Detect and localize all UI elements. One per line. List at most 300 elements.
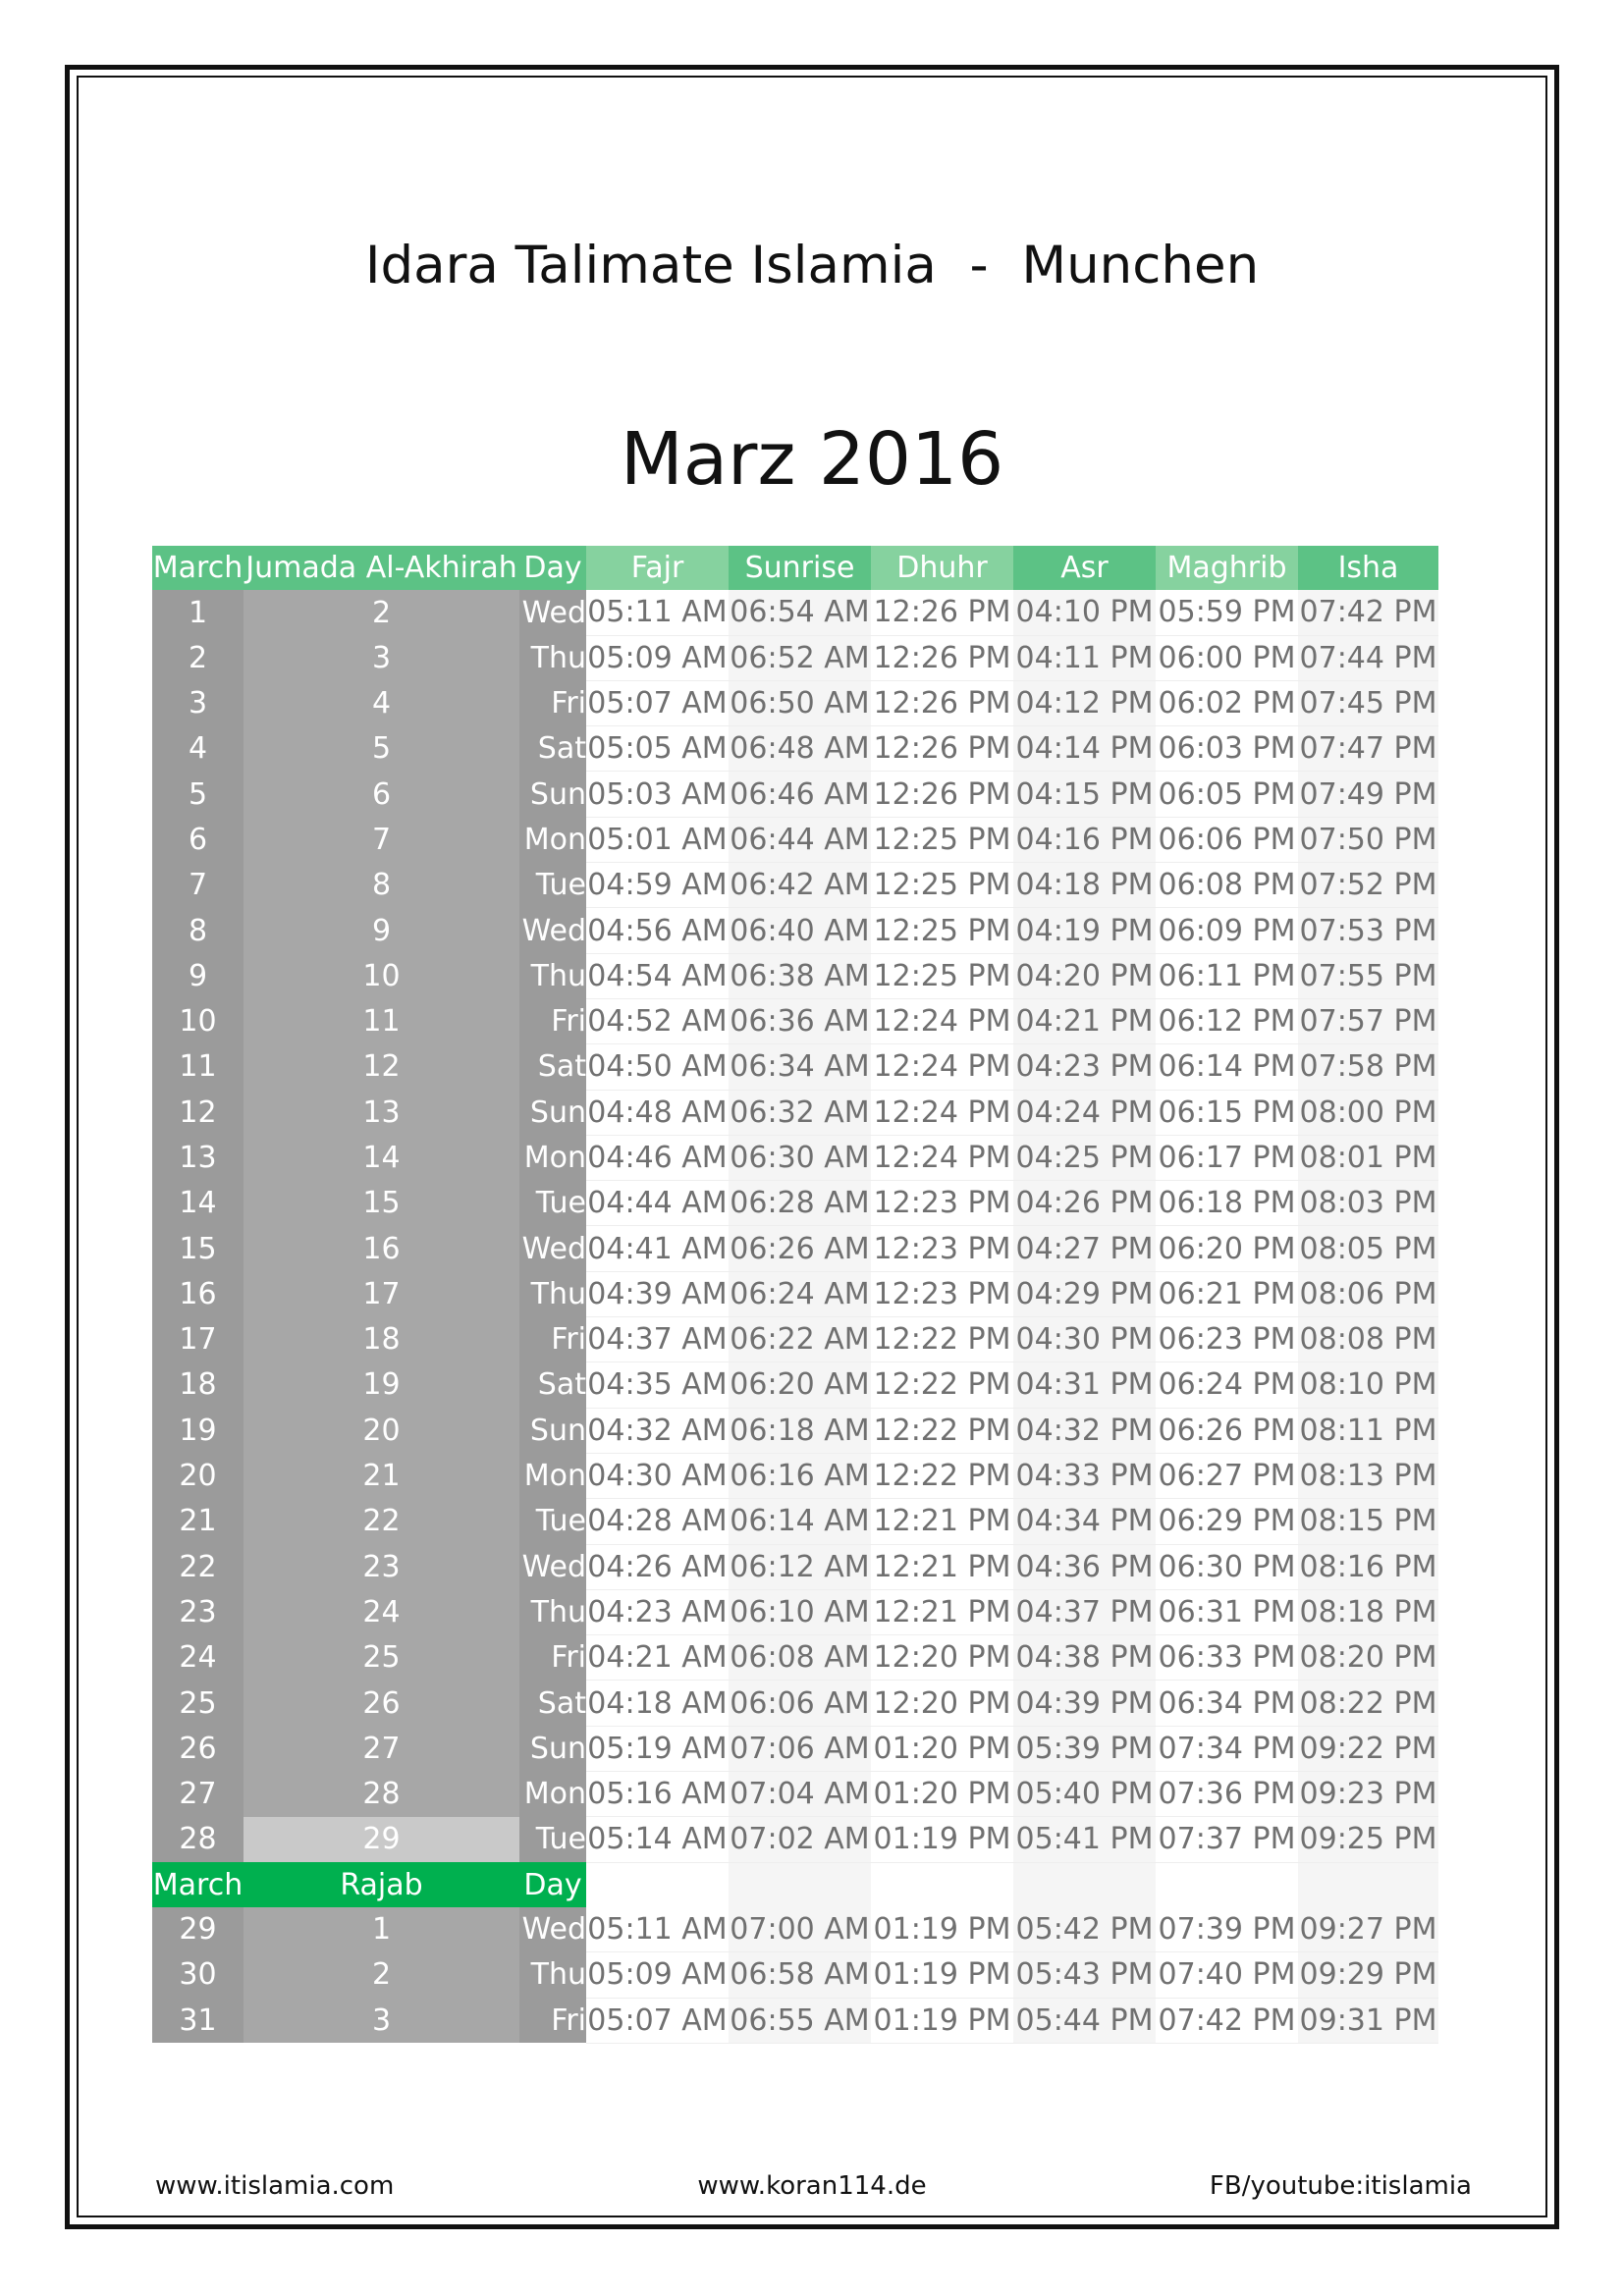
isha-time-cell: 08:00 PM — [1298, 1090, 1438, 1135]
header-dhuhr: Dhuhr — [871, 546, 1013, 590]
maghrib-time-cell: 06:18 PM — [1156, 1181, 1298, 1226]
date-cell: 19 — [152, 1408, 244, 1453]
weekday-cell: Fri — [519, 1317, 586, 1362]
dhuhr-time-cell: 01:20 PM — [871, 1726, 1013, 1771]
isha-time-cell: 07:45 PM — [1298, 680, 1438, 725]
fajr-time-cell: 04:52 AM — [586, 998, 729, 1043]
isha-time-cell: 07:50 PM — [1298, 817, 1438, 862]
asr-time-cell: 05:44 PM — [1013, 1998, 1156, 2043]
asr-time-cell: 04:12 PM — [1013, 680, 1156, 725]
dhuhr-time-cell: 12:26 PM — [871, 635, 1013, 680]
asr-time-cell: 04:36 PM — [1013, 1544, 1156, 1589]
sunrise-time-cell: 06:34 AM — [729, 1044, 871, 1090]
maghrib-time-cell: 05:59 PM — [1156, 590, 1298, 635]
asr-time-cell: 04:20 PM — [1013, 953, 1156, 998]
table-row — [152, 1181, 1438, 1226]
isha-time-cell: 09:31 PM — [1298, 1998, 1438, 2043]
fajr-time-cell: 04:41 AM — [586, 1226, 729, 1271]
table-row — [152, 1499, 1438, 1544]
date-cell: 16 — [152, 1271, 244, 1316]
isha-time-cell: 07:53 PM — [1298, 908, 1438, 953]
table-row — [152, 1044, 1438, 1090]
table-row — [152, 1681, 1438, 1726]
fajr-time-cell: 05:11 AM — [586, 1907, 729, 1952]
sunrise-time-cell: 06:06 AM — [729, 1681, 871, 1726]
dhuhr-time-cell: 12:25 PM — [871, 863, 1013, 908]
maghrib-time-cell: 07:40 PM — [1156, 1952, 1298, 1998]
table-row — [152, 1544, 1438, 1589]
maghrib-time-cell: 07:42 PM — [1156, 1998, 1298, 2043]
date-cell: 26 — [152, 1726, 244, 1771]
weekday-cell: Wed — [519, 1226, 586, 1271]
asr-time-cell: 04:34 PM — [1013, 1499, 1156, 1544]
asr-time-cell: 04:26 PM — [1013, 1181, 1156, 1226]
maghrib-time-cell: 06:05 PM — [1156, 772, 1298, 817]
fajr-time-cell: 05:03 AM — [586, 772, 729, 817]
hijri-date-cell: 14 — [244, 1135, 519, 1180]
sunrise-time-cell: 06:52 AM — [729, 635, 871, 680]
maghrib-time-cell: 06:24 PM — [1156, 1362, 1298, 1408]
table-row — [152, 863, 1438, 908]
table-row — [152, 1226, 1438, 1271]
footer-website: www.itislamia.com — [155, 2171, 395, 2201]
asr-time-cell: 04:23 PM — [1013, 1044, 1156, 1090]
maghrib-time-cell: 06:08 PM — [1156, 863, 1298, 908]
hijri-date-cell: 9 — [244, 908, 519, 953]
hijri-date-cell: 17 — [244, 1271, 519, 1316]
weekday-cell: Tue — [519, 863, 586, 908]
table-body-rajab — [152, 1907, 1438, 2043]
weekday-cell: Thu — [519, 953, 586, 998]
fajr-time-cell: 04:26 AM — [586, 1544, 729, 1589]
dhuhr-time-cell: 01:19 PM — [871, 1998, 1013, 2043]
date-cell: 25 — [152, 1681, 244, 1726]
weekday-cell: Tue — [519, 1817, 586, 1862]
table-row — [152, 1271, 1438, 1316]
isha-time-cell: 07:57 PM — [1298, 998, 1438, 1043]
asr-time-cell: 04:21 PM — [1013, 998, 1156, 1043]
maghrib-time-cell: 06:00 PM — [1156, 635, 1298, 680]
hijri-date-cell: 2 — [244, 1952, 519, 1998]
header-isha: Isha — [1298, 546, 1438, 590]
date-cell: 14 — [152, 1181, 244, 1226]
date-cell: 12 — [152, 1090, 244, 1135]
header-sunrise: Sunrise — [729, 546, 871, 590]
dhuhr-time-cell: 12:20 PM — [871, 1681, 1013, 1726]
fajr-time-cell: 04:35 AM — [586, 1362, 729, 1408]
weekday-cell: Mon — [519, 817, 586, 862]
table-subheader-row — [152, 1862, 1438, 1907]
subheader-day: Day — [519, 1862, 586, 1907]
asr-time-cell: 04:16 PM — [1013, 817, 1156, 862]
fajr-time-cell: 05:09 AM — [586, 635, 729, 680]
date-cell: 23 — [152, 1589, 244, 1634]
hijri-date-cell: 3 — [244, 635, 519, 680]
maghrib-time-cell: 06:31 PM — [1156, 1589, 1298, 1634]
hijri-date-cell: 18 — [244, 1317, 519, 1362]
table-row — [152, 635, 1438, 680]
subheader-blank — [586, 1862, 729, 1907]
hijri-date-cell: 23 — [244, 1544, 519, 1589]
date-cell: 1 — [152, 590, 244, 635]
table-row — [152, 817, 1438, 862]
asr-time-cell: 04:32 PM — [1013, 1408, 1156, 1453]
weekday-cell: Sun — [519, 1090, 586, 1135]
sunrise-time-cell: 06:14 AM — [729, 1499, 871, 1544]
fajr-time-cell: 04:56 AM — [586, 908, 729, 953]
table-row — [152, 908, 1438, 953]
hijri-date-cell: 29 — [244, 1817, 519, 1862]
weekday-cell: Sat — [519, 1044, 586, 1090]
sunrise-time-cell: 06:26 AM — [729, 1226, 871, 1271]
dhuhr-time-cell: 12:22 PM — [871, 1362, 1013, 1408]
weekday-cell: Sun — [519, 1408, 586, 1453]
table-row — [152, 1952, 1438, 1998]
date-cell: 11 — [152, 1044, 244, 1090]
table-row — [152, 1589, 1438, 1634]
isha-time-cell: 07:55 PM — [1298, 953, 1438, 998]
weekday-cell: Thu — [519, 1952, 586, 1998]
weekday-cell: Wed — [519, 590, 586, 635]
asr-time-cell: 04:25 PM — [1013, 1135, 1156, 1180]
header-hijri-month: Jumada Al-Akhirah — [244, 546, 519, 590]
sunrise-time-cell: 06:20 AM — [729, 1362, 871, 1408]
asr-time-cell: 04:37 PM — [1013, 1589, 1156, 1634]
maghrib-time-cell: 06:11 PM — [1156, 953, 1298, 998]
hijri-date-cell: 27 — [244, 1726, 519, 1771]
dhuhr-time-cell: 12:26 PM — [871, 680, 1013, 725]
dhuhr-time-cell: 01:19 PM — [871, 1907, 1013, 1952]
maghrib-time-cell: 06:33 PM — [1156, 1635, 1298, 1681]
weekday-cell: Thu — [519, 1271, 586, 1316]
asr-time-cell: 04:27 PM — [1013, 1226, 1156, 1271]
dhuhr-time-cell: 12:26 PM — [871, 590, 1013, 635]
weekday-cell: Wed — [519, 1544, 586, 1589]
hijri-date-cell: 16 — [244, 1226, 519, 1271]
asr-time-cell: 05:40 PM — [1013, 1772, 1156, 1817]
maghrib-time-cell: 06:27 PM — [1156, 1453, 1298, 1498]
isha-time-cell: 09:29 PM — [1298, 1952, 1438, 1998]
date-cell: 24 — [152, 1635, 244, 1681]
maghrib-time-cell: 06:34 PM — [1156, 1681, 1298, 1726]
weekday-cell: Sat — [519, 726, 586, 772]
date-cell: 31 — [152, 1998, 244, 2043]
table-row — [152, 1090, 1438, 1135]
isha-time-cell: 07:44 PM — [1298, 635, 1438, 680]
asr-time-cell: 05:39 PM — [1013, 1726, 1156, 1771]
table-row — [152, 1998, 1438, 2043]
asr-time-cell: 04:18 PM — [1013, 863, 1156, 908]
maghrib-time-cell: 06:30 PM — [1156, 1544, 1298, 1589]
maghrib-time-cell: 06:12 PM — [1156, 998, 1298, 1043]
dhuhr-time-cell: 12:25 PM — [871, 817, 1013, 862]
isha-time-cell: 09:22 PM — [1298, 1726, 1438, 1771]
dhuhr-time-cell: 12:21 PM — [871, 1544, 1013, 1589]
sunrise-time-cell: 06:18 AM — [729, 1408, 871, 1453]
sunrise-time-cell: 06:38 AM — [729, 953, 871, 998]
dhuhr-time-cell: 01:19 PM — [871, 1817, 1013, 1862]
dhuhr-time-cell: 12:23 PM — [871, 1271, 1013, 1316]
hijri-date-cell: 7 — [244, 817, 519, 862]
hijri-date-cell: 10 — [244, 953, 519, 998]
month-title: Marz 2016 — [620, 417, 1004, 502]
sunrise-time-cell: 06:48 AM — [729, 726, 871, 772]
fajr-time-cell: 04:30 AM — [586, 1453, 729, 1498]
table-row — [152, 1408, 1438, 1453]
hijri-date-cell: 2 — [244, 590, 519, 635]
weekday-cell: Thu — [519, 1589, 586, 1634]
asr-time-cell: 04:29 PM — [1013, 1271, 1156, 1316]
sunrise-time-cell: 06:08 AM — [729, 1635, 871, 1681]
maghrib-time-cell: 06:20 PM — [1156, 1226, 1298, 1271]
dhuhr-time-cell: 12:22 PM — [871, 1317, 1013, 1362]
sunrise-time-cell: 07:02 AM — [729, 1817, 871, 1862]
table-header-row — [152, 546, 1438, 590]
maghrib-time-cell: 06:02 PM — [1156, 680, 1298, 725]
dhuhr-time-cell: 12:25 PM — [871, 953, 1013, 998]
fajr-time-cell: 04:59 AM — [586, 863, 729, 908]
sunrise-time-cell: 06:58 AM — [729, 1952, 871, 1998]
weekday-cell: Tue — [519, 1499, 586, 1544]
weekday-cell: Sat — [519, 1681, 586, 1726]
isha-time-cell: 07:47 PM — [1298, 726, 1438, 772]
fajr-time-cell: 05:05 AM — [586, 726, 729, 772]
table-row — [152, 590, 1438, 635]
subheader-blank — [729, 1862, 871, 1907]
date-cell: 27 — [152, 1772, 244, 1817]
hijri-date-cell: 21 — [244, 1453, 519, 1498]
maghrib-time-cell: 06:06 PM — [1156, 817, 1298, 862]
asr-time-cell: 04:33 PM — [1013, 1453, 1156, 1498]
isha-time-cell: 08:11 PM — [1298, 1408, 1438, 1453]
table-row — [152, 1772, 1438, 1817]
header-asr: Asr — [1013, 546, 1156, 590]
table-row — [152, 772, 1438, 817]
maghrib-time-cell: 06:14 PM — [1156, 1044, 1298, 1090]
hijri-date-cell: 26 — [244, 1681, 519, 1726]
date-cell: 2 — [152, 635, 244, 680]
isha-time-cell: 07:42 PM — [1298, 590, 1438, 635]
maghrib-time-cell: 06:23 PM — [1156, 1317, 1298, 1362]
table-row — [152, 1726, 1438, 1771]
isha-time-cell: 08:18 PM — [1298, 1589, 1438, 1634]
fajr-time-cell: 04:37 AM — [586, 1317, 729, 1362]
table-row — [152, 1817, 1438, 1862]
date-cell: 28 — [152, 1817, 244, 1862]
fajr-time-cell: 05:09 AM — [586, 1952, 729, 1998]
sunrise-time-cell: 06:22 AM — [729, 1317, 871, 1362]
hijri-date-cell: 1 — [244, 1907, 519, 1952]
fajr-time-cell: 04:54 AM — [586, 953, 729, 998]
isha-time-cell: 09:27 PM — [1298, 1907, 1438, 1952]
table-row — [152, 1135, 1438, 1180]
dhuhr-time-cell: 12:21 PM — [871, 1589, 1013, 1634]
maghrib-time-cell: 06:29 PM — [1156, 1499, 1298, 1544]
maghrib-time-cell: 06:03 PM — [1156, 726, 1298, 772]
fajr-time-cell: 04:21 AM — [586, 1635, 729, 1681]
hijri-date-cell: 8 — [244, 863, 519, 908]
date-cell: 17 — [152, 1317, 244, 1362]
fajr-time-cell: 05:07 AM — [586, 680, 729, 725]
weekday-cell: Fri — [519, 1635, 586, 1681]
weekday-cell: Sun — [519, 772, 586, 817]
isha-time-cell: 07:58 PM — [1298, 1044, 1438, 1090]
date-cell: 21 — [152, 1499, 244, 1544]
hijri-date-cell: 6 — [244, 772, 519, 817]
isha-time-cell: 08:20 PM — [1298, 1635, 1438, 1681]
weekday-cell: Fri — [519, 680, 586, 725]
hijri-date-cell: 13 — [244, 1090, 519, 1135]
isha-time-cell: 09:23 PM — [1298, 1772, 1438, 1817]
hijri-date-cell: 20 — [244, 1408, 519, 1453]
dhuhr-time-cell: 12:22 PM — [871, 1408, 1013, 1453]
weekday-cell: Fri — [519, 998, 586, 1043]
asr-time-cell: 05:43 PM — [1013, 1952, 1156, 1998]
header-maghrib: Maghrib — [1156, 546, 1298, 590]
fajr-time-cell: 05:01 AM — [586, 817, 729, 862]
isha-time-cell: 07:52 PM — [1298, 863, 1438, 908]
footer-koran-website: www.koran114.de — [697, 2171, 927, 2201]
subheader-blank — [1013, 1862, 1156, 1907]
table-row — [152, 1453, 1438, 1498]
header-day: Day — [519, 546, 586, 590]
table-body-jumada — [152, 590, 1438, 1862]
prayer-times-table — [152, 546, 1438, 2044]
sunrise-time-cell: 07:06 AM — [729, 1726, 871, 1771]
fajr-time-cell: 04:18 AM — [586, 1681, 729, 1726]
sunrise-time-cell: 06:32 AM — [729, 1090, 871, 1135]
sunrise-time-cell: 06:24 AM — [729, 1271, 871, 1316]
fajr-time-cell: 05:16 AM — [586, 1772, 729, 1817]
table-row — [152, 680, 1438, 725]
hijri-date-cell: 24 — [244, 1589, 519, 1634]
table-row — [152, 1907, 1438, 1952]
sunrise-time-cell: 07:04 AM — [729, 1772, 871, 1817]
maghrib-time-cell: 07:34 PM — [1156, 1726, 1298, 1771]
asr-time-cell: 04:31 PM — [1013, 1362, 1156, 1408]
weekday-cell: Mon — [519, 1135, 586, 1180]
subheader-march: March — [152, 1862, 244, 1907]
asr-time-cell: 05:41 PM — [1013, 1817, 1156, 1862]
organization-title: Idara Talimate Islamia - Munchen — [364, 236, 1260, 295]
hijri-date-cell: 12 — [244, 1044, 519, 1090]
table-row — [152, 1317, 1438, 1362]
isha-time-cell: 08:15 PM — [1298, 1499, 1438, 1544]
asr-time-cell: 04:10 PM — [1013, 590, 1156, 635]
hijri-date-cell: 4 — [244, 680, 519, 725]
weekday-cell: Sat — [519, 1362, 586, 1408]
sunrise-time-cell: 06:46 AM — [729, 772, 871, 817]
maghrib-time-cell: 06:26 PM — [1156, 1408, 1298, 1453]
date-cell: 5 — [152, 772, 244, 817]
asr-time-cell: 04:38 PM — [1013, 1635, 1156, 1681]
date-cell: 4 — [152, 726, 244, 772]
dhuhr-time-cell: 12:24 PM — [871, 1090, 1013, 1135]
date-cell: 7 — [152, 863, 244, 908]
fajr-time-cell: 04:32 AM — [586, 1408, 729, 1453]
date-cell: 10 — [152, 998, 244, 1043]
dhuhr-time-cell: 12:21 PM — [871, 1499, 1013, 1544]
maghrib-time-cell: 06:17 PM — [1156, 1135, 1298, 1180]
dhuhr-time-cell: 01:20 PM — [871, 1772, 1013, 1817]
sunrise-time-cell: 06:54 AM — [729, 590, 871, 635]
dhuhr-time-cell: 12:24 PM — [871, 998, 1013, 1043]
date-cell: 13 — [152, 1135, 244, 1180]
dhuhr-time-cell: 12:23 PM — [871, 1181, 1013, 1226]
fajr-time-cell: 04:50 AM — [586, 1044, 729, 1090]
asr-time-cell: 04:30 PM — [1013, 1317, 1156, 1362]
maghrib-time-cell: 07:39 PM — [1156, 1907, 1298, 1952]
sunrise-time-cell: 07:00 AM — [729, 1907, 871, 1952]
fajr-time-cell: 05:07 AM — [586, 1998, 729, 2043]
date-cell: 15 — [152, 1226, 244, 1271]
sunrise-time-cell: 06:55 AM — [729, 1998, 871, 2043]
hijri-date-cell: 11 — [244, 998, 519, 1043]
dhuhr-time-cell: 12:20 PM — [871, 1635, 1013, 1681]
subheader-blank — [1156, 1862, 1298, 1907]
maghrib-time-cell: 07:37 PM — [1156, 1817, 1298, 1862]
subheader-hijri-month: Rajab — [244, 1862, 519, 1907]
date-cell: 30 — [152, 1952, 244, 1998]
sunrise-time-cell: 06:28 AM — [729, 1181, 871, 1226]
dhuhr-time-cell: 12:22 PM — [871, 1453, 1013, 1498]
fajr-time-cell: 04:28 AM — [586, 1499, 729, 1544]
table-row — [152, 953, 1438, 998]
fajr-time-cell: 05:11 AM — [586, 590, 729, 635]
dhuhr-time-cell: 12:23 PM — [871, 1226, 1013, 1271]
maghrib-time-cell: 07:36 PM — [1156, 1772, 1298, 1817]
asr-time-cell: 04:24 PM — [1013, 1090, 1156, 1135]
dhuhr-time-cell: 12:25 PM — [871, 908, 1013, 953]
isha-time-cell: 07:49 PM — [1298, 772, 1438, 817]
maghrib-time-cell: 06:21 PM — [1156, 1271, 1298, 1316]
isha-time-cell: 08:22 PM — [1298, 1681, 1438, 1726]
isha-time-cell: 08:13 PM — [1298, 1453, 1438, 1498]
sunrise-time-cell: 06:16 AM — [729, 1453, 871, 1498]
asr-time-cell: 04:15 PM — [1013, 772, 1156, 817]
sunrise-time-cell: 06:50 AM — [729, 680, 871, 725]
sunrise-time-cell: 06:12 AM — [729, 1544, 871, 1589]
isha-time-cell: 08:06 PM — [1298, 1271, 1438, 1316]
fajr-time-cell: 04:39 AM — [586, 1271, 729, 1316]
asr-time-cell: 04:39 PM — [1013, 1681, 1156, 1726]
date-cell: 9 — [152, 953, 244, 998]
weekday-cell: Sun — [519, 1726, 586, 1771]
footer-social: FB/youtube:itislamia — [1209, 2171, 1472, 2201]
dhuhr-time-cell: 12:24 PM — [871, 1135, 1013, 1180]
weekday-cell: Mon — [519, 1453, 586, 1498]
date-cell: 22 — [152, 1544, 244, 1589]
isha-time-cell: 08:03 PM — [1298, 1181, 1438, 1226]
asr-time-cell: 04:11 PM — [1013, 635, 1156, 680]
hijri-date-cell: 25 — [244, 1635, 519, 1681]
subheader-blank — [1298, 1862, 1438, 1907]
sunrise-time-cell: 06:44 AM — [729, 817, 871, 862]
date-cell: 29 — [152, 1907, 244, 1952]
dhuhr-time-cell: 12:26 PM — [871, 772, 1013, 817]
header-fajr: Fajr — [586, 546, 729, 590]
weekday-cell: Mon — [519, 1772, 586, 1817]
isha-time-cell: 08:08 PM — [1298, 1317, 1438, 1362]
isha-time-cell: 08:01 PM — [1298, 1135, 1438, 1180]
hijri-date-cell: 22 — [244, 1499, 519, 1544]
sunrise-time-cell: 06:36 AM — [729, 998, 871, 1043]
hijri-date-cell: 5 — [244, 726, 519, 772]
dhuhr-time-cell: 12:26 PM — [871, 726, 1013, 772]
asr-time-cell: 04:19 PM — [1013, 908, 1156, 953]
dhuhr-time-cell: 12:24 PM — [871, 1044, 1013, 1090]
hijri-date-cell: 28 — [244, 1772, 519, 1817]
